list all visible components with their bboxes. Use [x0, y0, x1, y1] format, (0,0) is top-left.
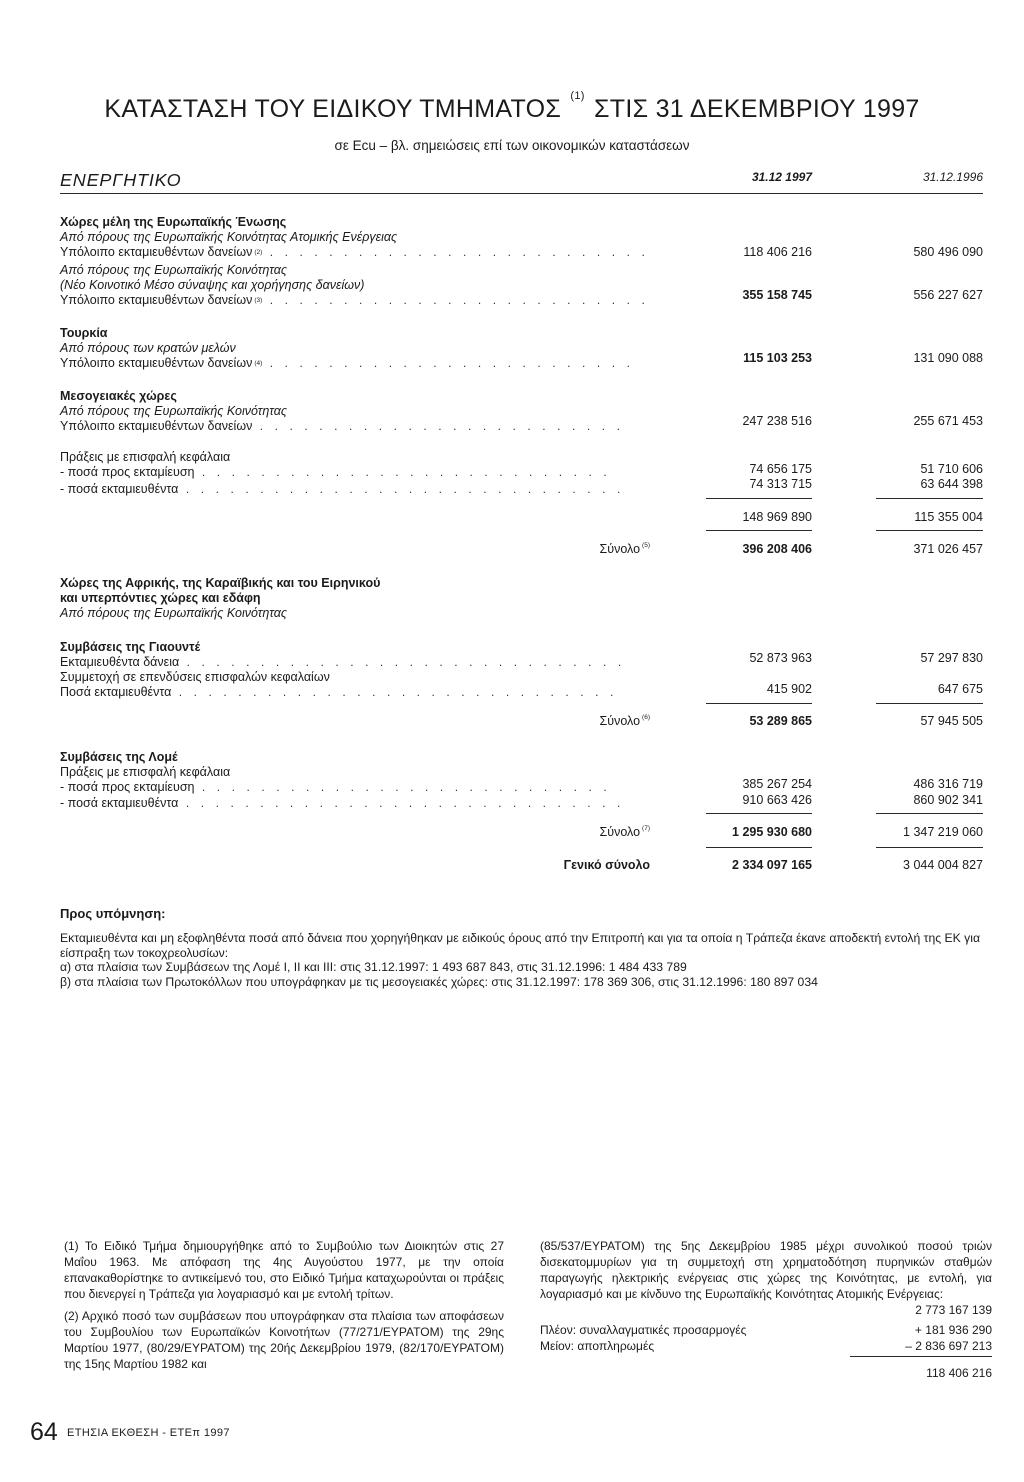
- running-footer: ΕΤΗΣΙΑ ΕΚΘΕΣΗ - ΕΤΕπ 1997: [67, 1427, 230, 1439]
- page-title: [0, 89, 1024, 124]
- yaounde-heading: Συμβάσεις της Γιαουντέ: [60, 640, 201, 654]
- column-header-1996: 31.12.1996: [922, 170, 983, 184]
- lome-disbursed-1997: 910 663 426: [742, 793, 812, 807]
- memo-item-b: β) στα πλαίσια των Πρωτοκόλλων που υπογράφηκαν με τις μεσογειακές χώρες: στις 31.12.1997: 178 369 306, στις 31.12.1996: 180 897 034: [60, 974, 818, 989]
- title-text: ΚΑΤΑΣΤΑΣΗ ΤΟΥ ΕΙΔΙΚΟΥ ΤΜΗΜΑΤΟΣ: [104, 95, 562, 123]
- med-subtotal-rule-1997: [706, 498, 812, 499]
- med-risk-capital: Πράξεις με επισφαλή κεφάλαια: [60, 450, 231, 464]
- memo-item-a: α) στα πλαίσια των Συμβάσεων της Λομέ I, II και III: στις 31.12.1997: 1 493 687 843, στις 31.12.1996: 1 484 433 789: [60, 960, 687, 975]
- acp-heading-1: Χώρες της Αφρικής, της Καραϊβικής και του Ειρηνικού: [60, 576, 381, 590]
- turkey-1996: 131 090 088: [913, 351, 983, 365]
- yaounde-disbursed: Ποσά εκταμιευθέντα . . . . . . . . . . . . . . . . . . . . . . . . . . . . . .: [60, 685, 618, 699]
- footnote-2-continued: (85/537/ΕΥΡΑΤΟΜ) της 5ης Δεκεμβρίου 1985 μέχρι συνολικού ποσού τριών δισεκατομμυρίων για τη συμμετοχή στη χρηματοδότηση πυρηνικών σταθμών παραγωγής ηλεκτρικής ενέργειας στις χώρες της Κοινότητας, με εντολή, για λογαριασμό και με κίνδυνο της Ευρωπαϊκής Κοινότητας Ατομικής Ενέργειας:: [540, 1239, 992, 1301]
- footnote-2-amount-row: [540, 1302, 992, 1318]
- eu-line-2-1996: 556 227 627: [913, 288, 983, 302]
- footnote-2: (2) Αρχικό ποσό των συμβάσεων που υπογράφηκαν στα πλαίσια των αποφάσεων του Συμβουλίου των Ευρωπαϊκών Κοινοτήτων (77/271/ΕΥΡΑΤΟΜ) της 29ης Μαρτίου 1977, (80/29/ΕΥΡΑΤΟΜ) της 20ής Δεκεμβρίου 1979, (82/170/ΕΥΡΑΤΟΜ) της 15ης Μαρτίου 1982 και: [64, 1309, 504, 1371]
- med-risk-a-1997: 74 656 175: [749, 462, 812, 476]
- memo-body: [60, 931, 985, 989]
- section-heading: ΕΝΕΡΓΗΤΙΚΟ: [60, 170, 182, 190]
- med-heading: Μεσογειακές χώρες: [60, 389, 177, 403]
- title-footnote-ref: (1): [570, 89, 585, 102]
- med-risk-disbursed: - ποσά εκταμιευθέντα . . . . . . . . . . . . . . . . . . . . . . . . . . . . . .: [60, 482, 625, 496]
- eu-line-1-1996: 580 496 090: [913, 245, 983, 259]
- header-divider: [60, 193, 983, 194]
- med-line: Υπόλοιπο εκταμιευθέντων δανείων . . . . . . . . . . . . . . . . . . . . . . . . .: [60, 419, 625, 433]
- footnotes-right: [540, 1238, 992, 1381]
- med-subtotal-1997: 148 969 890: [742, 510, 812, 524]
- lome-total-rule-1997: [706, 813, 812, 814]
- yaounde-loans-1997: 52 873 963: [749, 651, 812, 665]
- med-line-1996: 255 671 453: [913, 414, 983, 428]
- eu-line-2: Υπόλοιπο εκταμιευθέντων δανείων $^{(3)}$ . . . . . . . . . . . . . . . . . . . . . . . . . .: [60, 293, 649, 307]
- yaounde-loans: Εκταμιευθέντα δάνεια . . . . . . . . . . . . . . . . . . . . . . . . . . . . . .: [60, 655, 626, 669]
- lome-risk-capital: Πράξεις με επισφαλή κεφάλαια: [60, 765, 231, 779]
- med-line-1997: 247 238 516: [742, 414, 812, 428]
- med-risk-b-1997: 74 313 715: [749, 477, 812, 491]
- footnote-2-minus-label: Μείον: αποπληρωμές: [540, 1339, 655, 1353]
- eu-line-1: Υπόλοιπο εκταμιευθέντων δανείων $^{(2)}$ . . . . . . . . . . . . . . . . . . . . . . . . . .: [60, 245, 649, 259]
- grand-total-rule-1996: [876, 847, 983, 848]
- yaounde-total-1997: 53 289 865: [749, 714, 812, 728]
- turkey-1997: 115 103 253: [743, 351, 812, 365]
- yaounde-loans-1996: 57 297 830: [920, 651, 983, 665]
- footnote-2-sum-rule: [850, 1356, 992, 1357]
- lome-total-1997: 1 295 930 680: [732, 825, 812, 839]
- lome-heading: Συμβάσεις της Λομέ: [60, 750, 178, 764]
- lome-to-disburse-1997: 385 267 254: [742, 777, 812, 791]
- acp-heading-2: και υπερπόντιες χώρες και εδάφη: [60, 591, 261, 605]
- eu-source-1: Από πόρους της Ευρωπαϊκής Κοινότητας Ατομικής Ενέργειας: [60, 230, 398, 244]
- yaounde-total-rule-1996: [876, 703, 983, 704]
- yaounde-participation: Συμμετοχή σε επενδύσεις επισφαλών κεφαλαίων: [60, 670, 330, 684]
- eu-source-2: Από πόρους της Ευρωπαϊκής Κοινότητας: [60, 263, 288, 277]
- title-date: ΣΤΙΣ 31 ΔΕΚΕΜΒΡΙΟΥ 1997: [594, 95, 920, 123]
- med-source: Από πόρους της Ευρωπαϊκής Κοινότητας: [60, 404, 288, 418]
- yaounde-disbursed-1996: 647 675: [937, 682, 983, 696]
- footnote-2-minus-value: – 2 836 697 213: [905, 1339, 992, 1353]
- yaounde-total-rule-1997: [706, 703, 812, 704]
- lome-total-rule-1996: [876, 813, 983, 814]
- grand-total-1996: 3 044 004 827: [903, 858, 983, 872]
- subtitle: σε Ecu – βλ. σημειώσεις επί των οικονομικών καταστάσεων: [334, 138, 690, 153]
- footnote-2-plus-label: Πλέον: συναλλαγματικές προσαρμογές: [540, 1323, 747, 1337]
- footnote-2-plus-value: + 181 936 290: [914, 1323, 992, 1337]
- lome-total-label: Σύνολο $^{(7)}$: [599, 825, 650, 839]
- eu-source-2b: (Νέο Κοινοτικό Μέσο σύναψης και χορήγησης δανείων): [60, 278, 365, 292]
- memo-heading: Προς υπόμνηση:: [60, 906, 166, 921]
- lome-to-disburse-1996: 486 316 719: [913, 777, 983, 791]
- footnote-2-result: 118 406 216: [926, 1366, 992, 1380]
- turkey-source: Από πόρους των κρατών μελών: [60, 341, 236, 355]
- footnote-2-plus-row: [540, 1322, 992, 1338]
- footnote-2-minus-row: [540, 1338, 992, 1354]
- med-total-rule-1996: [876, 530, 983, 531]
- footnote-2-amount: 2 773 167 139: [915, 1303, 992, 1317]
- lome-total-1996: 1 347 219 060: [903, 825, 983, 839]
- eu-line-2-1997: 355 158 745: [742, 288, 812, 302]
- med-total-1996: 371 026 457: [913, 542, 983, 556]
- yaounde-total-label: Σύνολο $^{(6)}$: [599, 714, 650, 728]
- footnote-1: (1) Το Ειδικό Τμήμα δημιουργήθηκε από το Συμβούλιο των Διοικητών στις 27 Μαΐου 1963. Με απόφαση της 4ης Αυγούστου 1977, με την οποία επανακαθορίστηκε το αντικείμενό του, στο Ειδικό Τμήμα καταχωρούνται οι πράξεις που διενεργεί η Τράπεζα για λογαριασμό και με εντολή τρίτων.: [64, 1239, 504, 1301]
- acp-source: Από πόρους της Ευρωπαϊκής Κοινότητας: [60, 606, 288, 620]
- grand-total-rule-1997: [706, 847, 812, 848]
- med-risk-b-1996: 63 644 398: [920, 477, 983, 491]
- lome-disbursed-1996: 860 902 341: [913, 793, 983, 807]
- turkey-heading: Τουρκία: [60, 326, 108, 340]
- med-total-rule-1997: [706, 530, 812, 531]
- grand-total-label: Γενικό σύνολο: [563, 858, 650, 872]
- footnote-2-result-row: [540, 1365, 992, 1381]
- med-risk-a-1996: 51 710 606: [920, 462, 983, 476]
- page-number: 64: [30, 1418, 58, 1446]
- column-header-1997: 31.12 1997: [751, 170, 812, 184]
- med-total-label: Σύνολο $^{(5)}$: [599, 542, 650, 556]
- turkey-line: Υπόλοιπο εκταμιευθέντων δανείων $^{(4)}$ . . . . . . . . . . . . . . . . . . . . . . . . .: [60, 356, 635, 370]
- med-subtotal-rule-1996: [876, 498, 983, 499]
- memo-paragraph: Εκταμιευθέντα και μη εξοφληθέντα ποσά από δάνεια που χορηγήθηκαν με ειδικούς όρους από την Επιτροπή και για τα οποία η Τράπεζα έκανε αποδεκτή εντολή της ΕΚ για είσπραξη των τοκοχρεολυσίων:: [60, 931, 981, 960]
- eu-line-1-1997: 118 406 216: [743, 245, 812, 259]
- lome-disbursed: - ποσά εκταμιευθέντα . . . . . . . . . . . . . . . . . . . . . . . . . . . . . .: [60, 796, 625, 810]
- footnotes-left: [64, 1238, 504, 1378]
- grand-total-1997: 2 334 097 165: [732, 858, 812, 872]
- med-total-1997: 396 208 406: [742, 542, 812, 556]
- yaounde-total-1996: 57 945 505: [920, 714, 983, 728]
- lome-to-disburse: - ποσά προς εκταμίευση . . . . . . . . . . . . . . . . . . . . . . . . . . . .: [60, 780, 611, 794]
- yaounde-disbursed-1997: 415 902: [766, 682, 812, 696]
- med-subtotal-1996: 115 355 004: [914, 510, 983, 524]
- eu-heading: Χώρες μέλη της Ευρωπαϊκής Ένωσης: [60, 215, 287, 229]
- med-risk-to-disburse: - ποσά προς εκταμίευση . . . . . . . . . . . . . . . . . . . . . . . . . . . .: [60, 465, 611, 479]
